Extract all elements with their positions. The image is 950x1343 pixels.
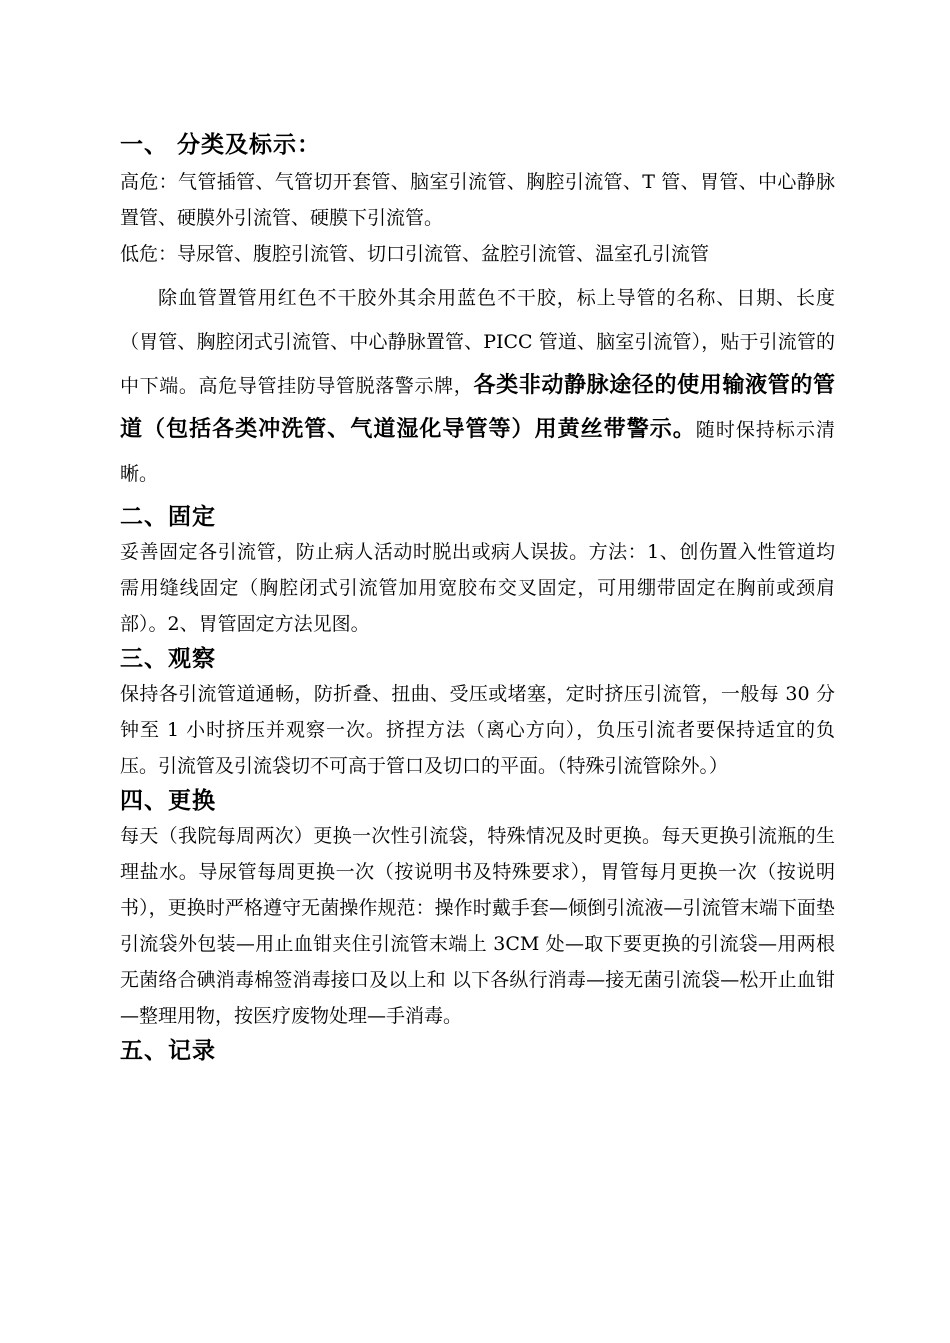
- labeling-text: 除血管置管用红色不干胶外其余用蓝色不干胶，标上导管的名称、日期、长度（胃管、胸腔闭式引流管、中心静脉置管、PICC 管道、脑室引流管），贴于引流管的中下端。高危导管挂防导管脱落警示牌，: [120, 287, 835, 397]
- fixation-paragraph: 妥善固定各引流管，防止病人活动时脱出或病人误拔。方法：1、创伤置入性管道均需用缝线固定（胸腔闭式引流管加用宽胶布交叉固定，可用绷带固定在胸前或颈肩部）。2、胃管固定方法见图。: [120, 541, 835, 635]
- section-title-observation: 三、观察: [120, 645, 216, 672]
- section-title-classification: 一、 分类及标示：: [120, 131, 322, 158]
- section-title-replacement: 四、更换: [120, 787, 216, 814]
- section-title-fixation: 二、固定: [120, 503, 216, 530]
- labeling-text-end: 随时保持标示清晰。: [120, 419, 835, 485]
- labeling-warning-bold: 各类非动静脉途径的使用输液管的管道（包括各类冲洗管、气道湿化导管等）用黄丝带警示。: [120, 373, 835, 442]
- high-risk-list: 高危：气管插管、气管切开套管、脑室引流管、胸腔引流管、T 管、胃管、中心静脉置管、硬膜外引流管、硬膜下引流管。: [120, 171, 835, 229]
- section-title-record: 五、记录: [120, 1037, 216, 1064]
- low-risk-list: 低危：导尿管、腹腔引流管、切口引流管、盆腔引流管、温室孔引流管: [120, 243, 710, 265]
- labeling-paragraph: [120, 276, 835, 496]
- document-page: [120, 128, 835, 1068]
- observation-paragraph: 保持各引流管道通畅，防折叠、扭曲、受压或堵塞，定时挤压引流管，一般每 30 分钟至 1 小时挤压并观察一次。挤捏方法（离心方向），负压引流者要保持适宜的负压。引流管及引流袋切不可高于管口及切口的平面。（特殊引流管除外。）: [120, 683, 835, 777]
- replacement-paragraph: 每天（我院每周两次）更换一次性引流袋，特殊情况及时更换。每天更换引流瓶的生理盐水。导尿管每周更换一次（按说明书及特殊要求），胃管每月更换一次（按说明书），更换时严格遵守无菌操作规范：操作时戴手套—倾倒引流液—引流管末端下面垫引流袋外包装—用止血钳夹住引流管末端上 3CM 处—取下要更换的引流袋—用两根无菌络合碘消毒棉签消毒接口及以上和 以下各纵行消毒—接无菌引流袋—松开止血钳—整理用物，按医疗废物处理—手消毒。: [120, 825, 835, 1027]
